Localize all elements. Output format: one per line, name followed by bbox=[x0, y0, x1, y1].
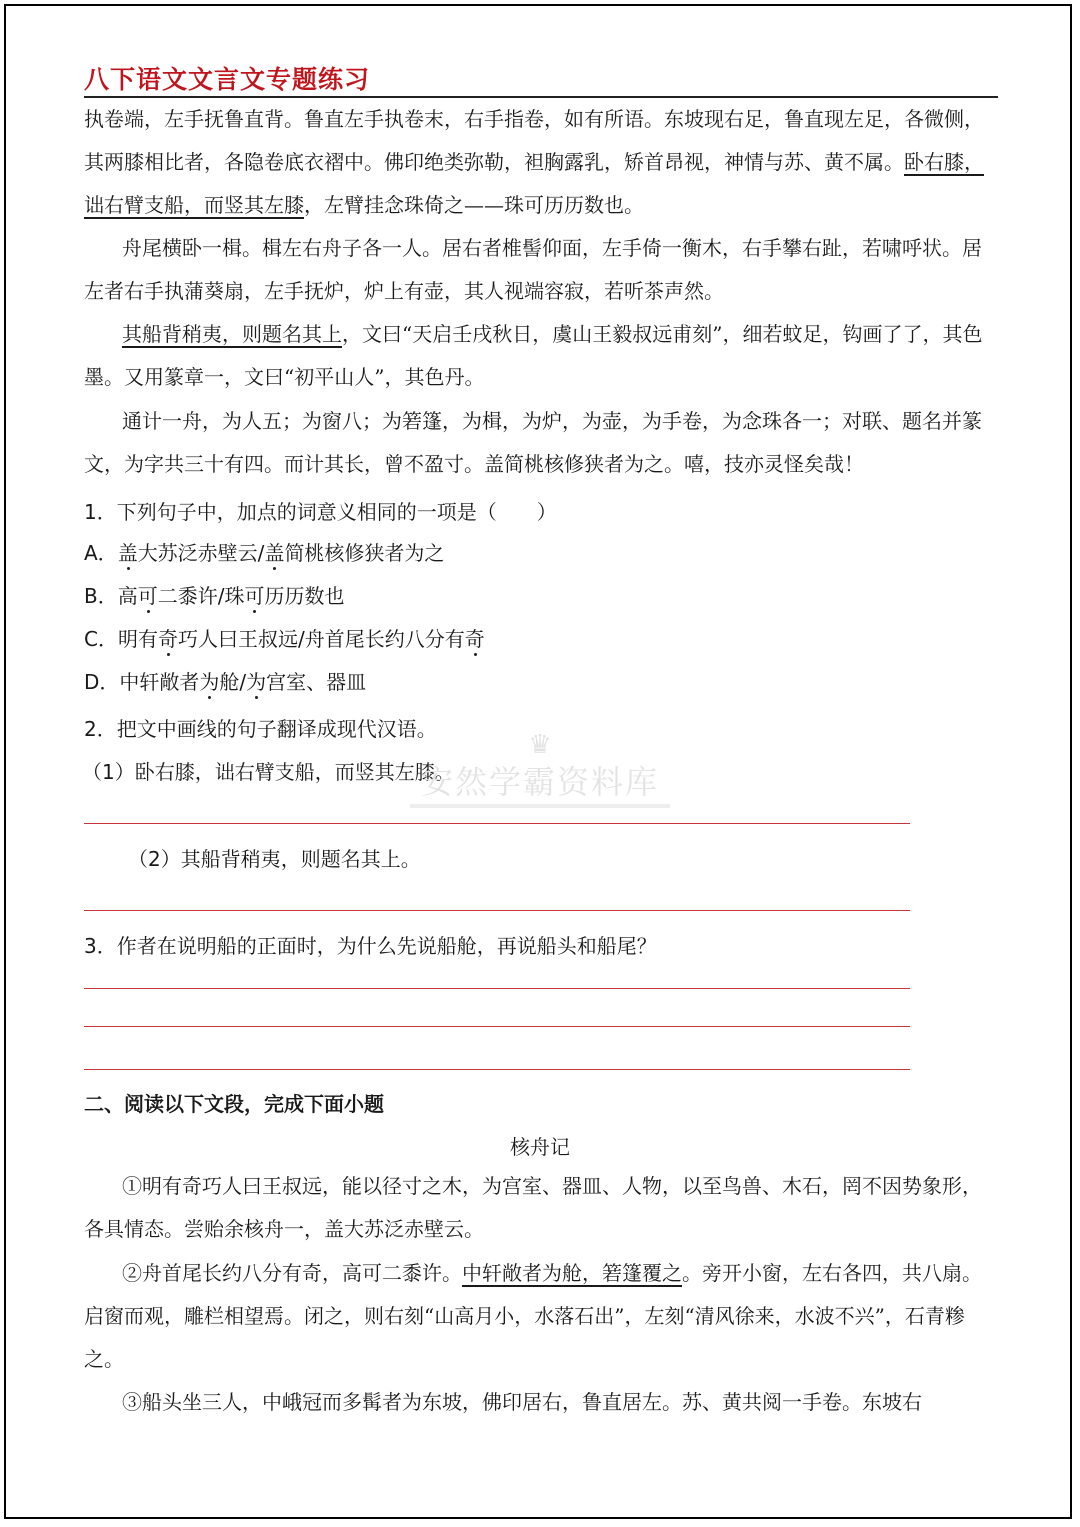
question-2-part-2: （2）其船背稍夷，则题名其上。 bbox=[128, 847, 421, 871]
dotted-word: 奇 bbox=[464, 627, 485, 651]
dotted-word: 为 bbox=[246, 670, 267, 694]
option-d: D．中轩敞者为舱/为宫室、器皿 bbox=[84, 670, 367, 694]
answer-line[interactable] bbox=[84, 1069, 910, 1070]
question-2: 2．把文中画线的句子翻译成现代汉语。 bbox=[84, 717, 437, 741]
passage-text: 执卷端，左手抚鲁直背。鲁直左手执卷末，右手指卷，如有所语。东坡现右足，鲁直现左足，各微侧，其两膝相比者，各隐卷底衣褶中。佛印绝类弥勒，袒胸露乳，矫首昂视，神情与苏、黄不属。 bbox=[84, 107, 984, 174]
passage-paragraph-3 bbox=[84, 313, 998, 399]
option-a: A．盖大苏泛赤壁云/盖简桃核修狭者为之 bbox=[84, 541, 445, 565]
dotted-word: 盖 bbox=[117, 541, 138, 565]
passage-text: ，左臂挂念珠倚之——珠可历历数也。 bbox=[304, 193, 644, 217]
dotted-word: 盖 bbox=[264, 541, 285, 565]
answer-line[interactable] bbox=[84, 988, 910, 989]
answer-line[interactable] bbox=[84, 1026, 910, 1027]
passage-paragraph-1 bbox=[84, 98, 998, 227]
passage-paragraph-4: 通计一舟，为人五；为窗八；为箬篷，为楫，为炉，为壶，为手卷，为念珠各一；对联、题名并篆文，为字共三十有四。而计其长，曾不盈寸。盖简桃核修狭者为之。嘻，技亦灵怪矣哉！ bbox=[84, 409, 982, 476]
option-c: C．明有奇巧人曰王叔远/舟首尾长约八分有奇 bbox=[84, 627, 485, 651]
question-1: 1．下列句子中，加点的词意义相同的一项是（ ） bbox=[84, 500, 557, 524]
watermark bbox=[400, 730, 680, 808]
dotted-word: 可 bbox=[137, 584, 158, 608]
section-heading: 二、阅读以下文段，完成下面小题 bbox=[84, 1092, 384, 1116]
underlined-sentence-1: 卧右膝，诎右臂支船，而竖其左膝 bbox=[84, 150, 984, 217]
section2-paragraph-3: ③船头坐三人，中峨冠而多髯者为东坡，佛印居右，鲁直居左。苏、黄共阅一手卷。东坡右 bbox=[122, 1390, 922, 1414]
question-3: 3．作者在说明船的正面时，为什么先说船舱，再说船头和船尾？ bbox=[84, 934, 657, 958]
dotted-word: 奇 bbox=[157, 627, 178, 651]
section2-paragraph-1: ①明有奇巧人曰王叔远，能以径寸之木，为宫室、器皿、人物，以至鸟兽、木石，罔不因势象形，各具情态。尝贻余核舟一，盖大苏泛赤壁云。 bbox=[84, 1174, 982, 1241]
text-title: 核舟记 bbox=[510, 1135, 570, 1159]
passage-text: 。旁开小窗，左右各四，共八扇。启窗而观，雕栏相望焉。闭之，则右刻“山高月小，水落石出”，左刻“清风徐来，水波不兴”，石青糁之。 bbox=[84, 1261, 982, 1371]
passage-text: ，文曰“天启壬戌秋日，虞山王毅叔远甫刻”，细若蚊足，钩画了了，其色墨。又用篆章一，文曰“初平山人”，其色丹。 bbox=[84, 322, 983, 389]
dotted-word: 为 bbox=[199, 670, 220, 694]
passage-paragraph-2: 舟尾横卧一楫。楫左右舟子各一人。居右者椎髻仰面，左手倚一衡木，右手攀右趾，若啸呼状。居左者右手执蒲葵扇，左手抚炉，炉上有壶，其人视端容寂，若听茶声然。 bbox=[84, 236, 982, 303]
underlined-sentence-2: 其船背稍夷，则题名其上 bbox=[122, 322, 342, 346]
crown-icon: ♛ bbox=[528, 730, 552, 760]
option-b: B．高可二黍许/珠可历历数也 bbox=[84, 584, 345, 608]
answer-line[interactable] bbox=[84, 823, 910, 824]
watermark-text: 安然学霸资料库 bbox=[420, 763, 659, 801]
watermark-bar bbox=[410, 804, 670, 808]
section2-paragraph-2 bbox=[84, 1252, 998, 1381]
underlined-sentence-3: 中轩敞者为舱，箬篷覆之 bbox=[462, 1261, 682, 1285]
dotted-word: 可 bbox=[244, 584, 265, 608]
page-title: 八下语文文言文专题练习 bbox=[84, 65, 371, 94]
question-2-part-1: （1）卧右膝，诎右臂支船，而竖其左膝。 bbox=[82, 760, 455, 784]
passage-text: ②舟首尾长约八分有奇，高可二黍许。 bbox=[122, 1261, 462, 1285]
answer-line[interactable] bbox=[84, 910, 910, 911]
